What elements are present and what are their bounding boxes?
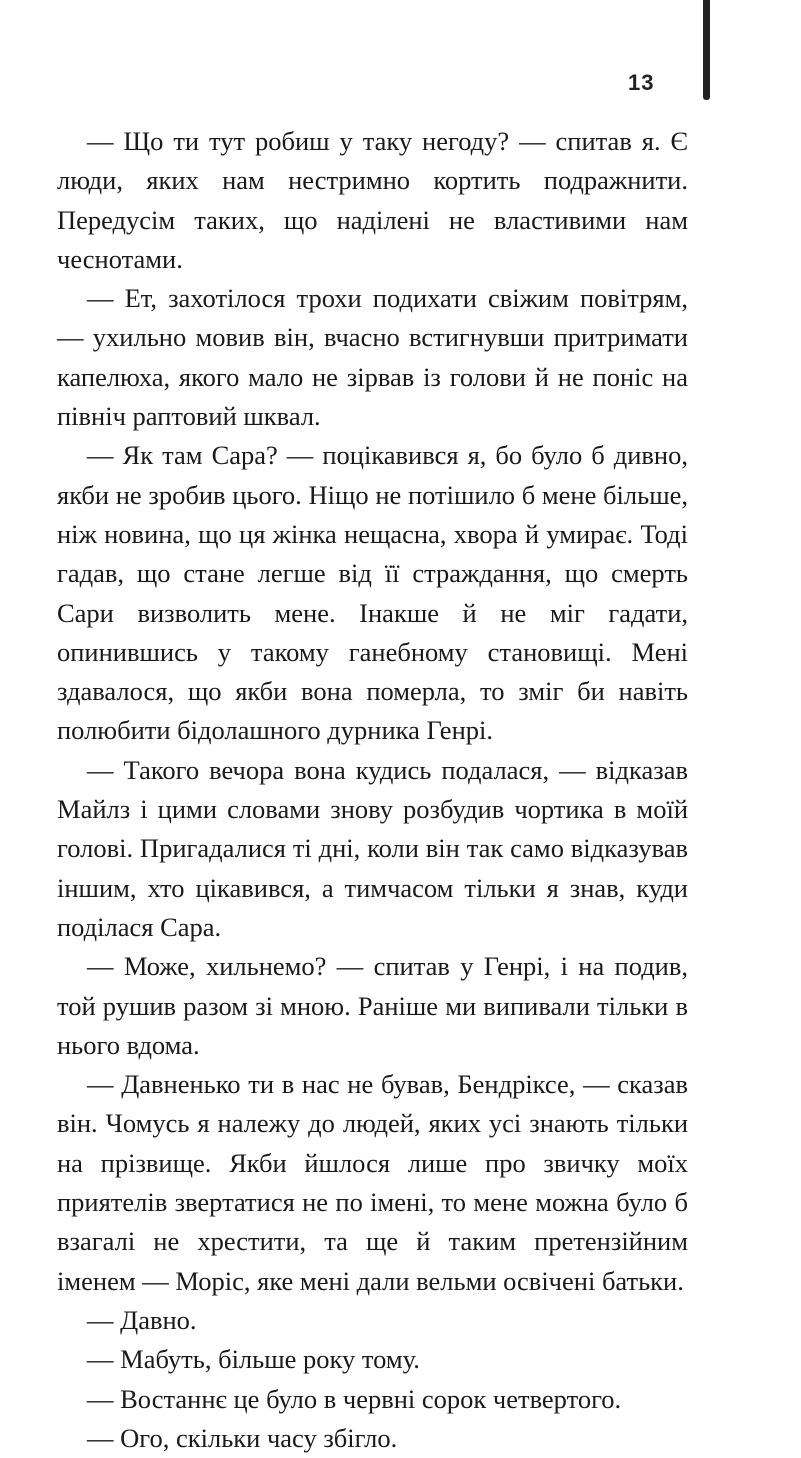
- paragraph-9: — Востаннє це було в червні сорок четвертого.: [87, 1383, 622, 1414]
- paragraph-2: — Ет, захотілося трохи подихати свіжим повітрям, — ухильно мовив він, вчасно встигнувши притримати капелюха, якого мало не зірвав із голови й не поніс на північ раптовий шквал.: [57, 283, 688, 432]
- paragraph-5: — Може, хильнемо? — спитав у Генрі, і на подив, той рушив разом зі мною. Раніше ми випивали тільки в нього вдома.: [57, 951, 688, 1060]
- paragraph-4: — Такого вечора вона кудись подалася, — відказав Майлз і цими словами знову розбудив чортика в моїй голові. Пригадалися ті дні, коли він так само відказував іншим, хто цікавився, а тимчасом тільки я знав, куди поділася Сара.: [57, 754, 688, 942]
- paragraph-3: — Як там Сара? — поцікавився я, бо було б дивно, якби не зробив цього. Ніщо не потішило б мене більше, ніж новина, що ця жінка нещасна, хвора й умирає. Тоді гадав, що стане легше від її страждання, що смерть Сари визволить мене. Інакше й не міг гадати, опинившись у такому ганебному становищі. Мені здавалося, що якби вона померла, то зміг би навіть полюбити бідолашного дурника Генрі.: [57, 440, 688, 746]
- paragraph-6: — Давненько ти в нас не бував, Бендріксе, — сказав він. Чомусь я належу до людей, яких усі знають тільки на прізвище. Якби йшлося лише про звичку моїх приятелів звертатися не по імені, то мене можна було б взагалі не хрестити, та ще й таким претензійним іменем — Моріс, яке мені дали вельми освічені батьки.: [57, 1069, 688, 1296]
- paragraph-1: — Що ти тут робиш у таку негоду? — спитав я. Є люди, яких нам нестримно кортить подражнити. Передусім таких, що наділені не властивими нам чеснотами.: [57, 126, 688, 274]
- paragraph-10: — Ого, скільки часу збігло.: [87, 1422, 398, 1453]
- body-text: [57, 122, 688, 1458]
- page-number: 13: [628, 70, 655, 95]
- paragraph-8: — Мабуть, більше року тому.: [87, 1344, 420, 1375]
- page-edge-mark: [703, 0, 710, 100]
- paragraph-7: — Давно.: [87, 1304, 197, 1335]
